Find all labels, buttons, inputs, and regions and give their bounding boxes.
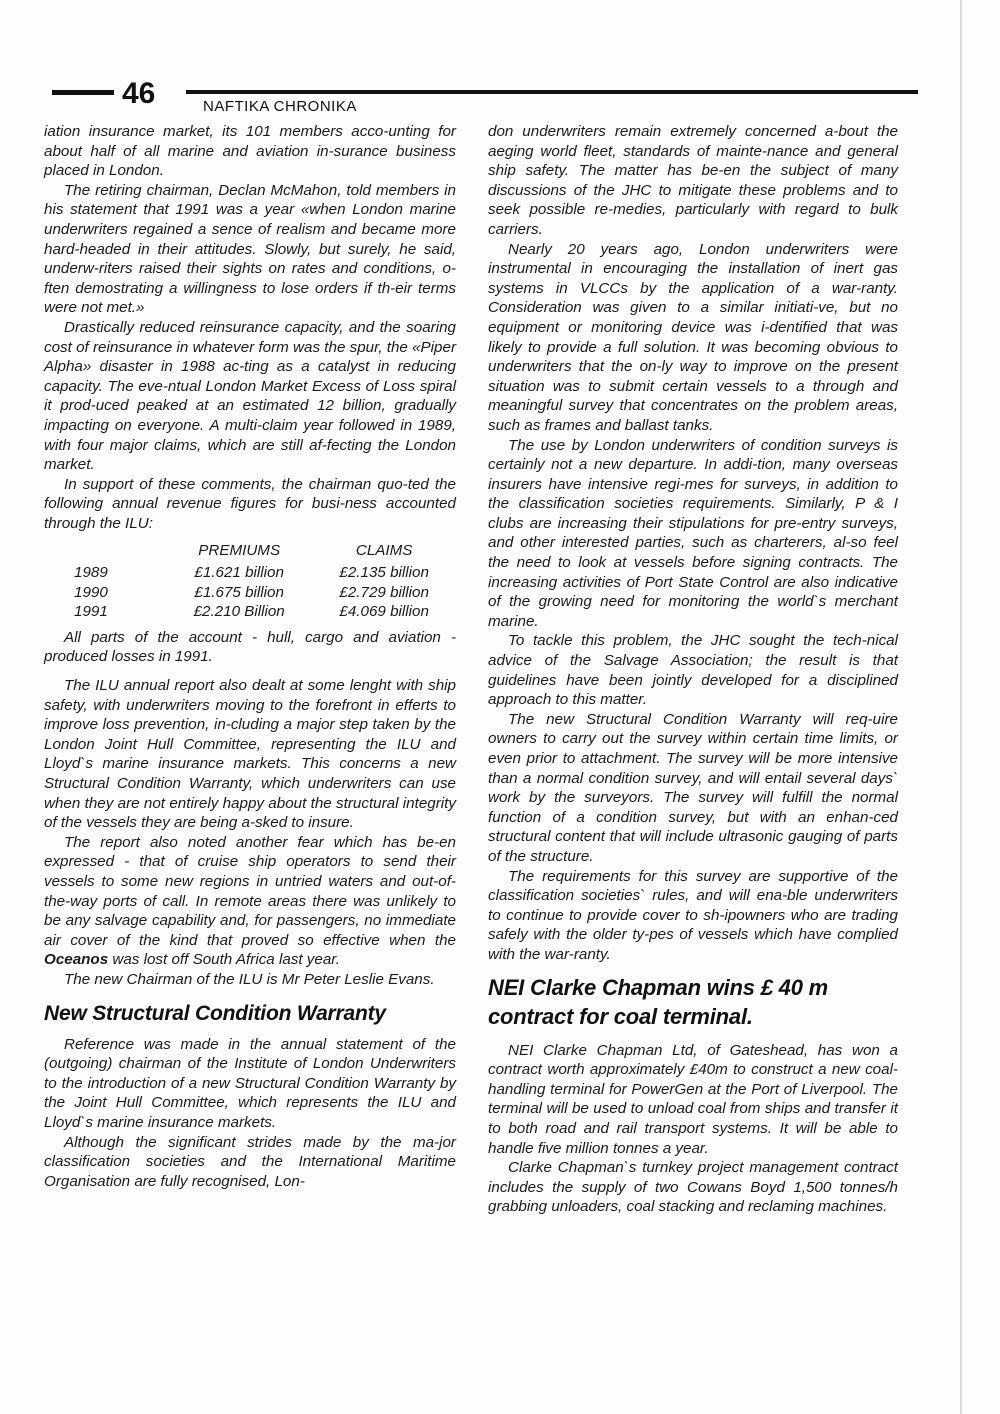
header-rule-right <box>186 90 918 94</box>
article-paragraph: iation insurance market, its 101 members acco-unting for about half of all marine and aviation in-surance business placed in London. <box>44 123 456 180</box>
table-cell-claims: £2.135 billion <box>339 564 429 582</box>
article-paragraph: The ILU annual report also dealt at some lenght with ship safety, with underwriters moving to the forefront in efferts to improve loss prevention, in-cluding a major step taken by the London Joint Hull Committee, representing the ILU and Lloyd`s marine insurance markets. This concerns a new Structural Condition Warranty, which underwriters can use when they are not entirely happy about the structural integrity of the vessels they are being a-sked to insure. <box>44 677 456 832</box>
table-row <box>44 563 456 583</box>
article-paragraph: In support of these comments, the chairman quo-ted the following annual revenue figures for busi-ness accounted through the ILU: <box>44 475 456 532</box>
publication-name: NAFTIKA CHRONIKA <box>203 98 357 115</box>
article-paragraph: don underwriters remain extremely concerned a-bout the aeging world fleet, standards of mainte-nance and general ship safety. The matter has be-en the subject of many discussions of the JHC to mitigate these problems and to seek possible re-medies, particularly with regard to bulk carriers. <box>488 123 898 238</box>
table-header-year <box>44 541 166 563</box>
article-paragraph: To tackle this problem, the JHC sought the tech-nical advice of the Salvage Association; the result is that guidelines have been jointly developed for a disciplined approach to this matter. <box>488 632 898 709</box>
article-paragraph: The requirements for this survey are supportive of the classification societies` rules, and will ena-ble underwriters to continue to provide cover to sh-ipowners who are trading safely with the older ty-pes of vessels which have complied with the war-ranty. <box>488 867 898 963</box>
article-headline: NEI Clarke Chapman wins £ 40 m contract for coal terminal. <box>488 974 829 1029</box>
section-heading: New Structural Condition Warranty <box>44 1001 386 1025</box>
table-cell-premiums: £2.210 Billion <box>193 603 285 621</box>
article-paragraph: The new Chairman of the ILU is Mr Peter Leslie Evans. <box>64 970 435 988</box>
table-cell-premiums: £1.621 billion <box>194 564 284 582</box>
article-paragraph: Drastically reduced reinsurance capacity, and the soaring cost of reinsurance in whatever form was the spur, the «Piper Alpha» disaster in 1988 ac-ting as a catalyst in reducing capacity. The eve-ntual London Market Excess of Loss spiral it prod-uced peaked at an estimated 12 billion, gradually impacting on everyone. A multi-claim year followed in 1989, with four major claims, which are still af-fecting the London market. <box>44 318 456 474</box>
article-paragraph: Clarke Chapman`s turnkey project management contract includes the supply of two Cowans Boyd 1,500 tonnes/h grabbing unloaders, coal stacking and reclaming machines. <box>488 1159 898 1216</box>
paragraph-text: was lost off South Africa last year. <box>108 951 341 969</box>
table-header-claims: CLAIMS <box>355 542 413 560</box>
table-header-premiums: PREMIUMS <box>198 542 281 560</box>
article-paragraph <box>44 833 456 970</box>
table-row <box>44 602 456 622</box>
left-column <box>44 122 456 1191</box>
article-paragraph: The new Structural Condition Warranty will req-uire owners to carry out the survey within certain time limits, or even prior to attachment. The survey will be more intensive than a normal condition survey, and will entail several days` work by the surveyors. The survey will fulfill the normal function of a condition survey, but with an enhan-ced structural content that will include ultrasonic gauging of parts of the structure. <box>488 710 898 865</box>
article-paragraph: Nearly 20 years ago, London underwriters were instrumental in encouraging the installation of inert gas systems in VLCCs by the application of a war-ranty. Consideration was given to a similar initiati-ve, but no equipment or monitoring device was i-dentified that was likely to provide a full solution. It was becoming obvious to underwriters that the on-ly way to improve on the present situation was to submit certain vessels to a through and meaningful survey that concentrates on the problem areas, such as frames and ballast tanks. <box>488 240 898 434</box>
article-paragraph: NEI Clarke Chapman Ltd, of Gateshead, has won a contract worth approximately £40m to construct a new coal-handling terminal for PowerGen at the Port of Liverpool. The terminal will be used to unload coal from ships and transfer it to both road and rail transport systems. It will be able to handle five million tonnes a year. <box>488 1041 898 1157</box>
page-edge-shadow <box>960 0 962 1414</box>
ship-name: Oceanos <box>44 951 109 969</box>
article-paragraph: The use by London underwriters of condition surveys is certainly not a new departure. In addi-tion, many overseas insurers have intensive regi-mes for surveys, in addition to the classification societies requirements. Similarly, P & I clubs are increasing their stipulations for pre-entry surveys, and other interested parties, such as charterers, al-so feel the need to look at vessels before signing contracts. The increasing activities of Port State Control are also indicative of the growing need for monitoring the world`s merchant marine. <box>488 436 898 630</box>
table-cell-year: 1990 <box>74 583 108 601</box>
right-column <box>488 122 898 1217</box>
paragraph-text: The report also noted another fear which has be-en expressed - that of cruise ship operators to send their vessels to some new regions in untried waters and out-of-the-way ports of call. In remote areas there was unlikely to be any salvage capability and, for passengers, no immediate air cover of the kind that proved so effective when the <box>44 833 456 949</box>
article-paragraph: Reference was made in the annual statement of the (outgoing) chairman of the Institute of London Underwriters to the introduction of a new Structural Condition Warranty by the Joint Hull Committee, which represents the ILU and Lloyd`s marine insurance markets. <box>44 1035 456 1131</box>
revenue-table <box>44 541 456 621</box>
article-paragraph: The retiring chairman, Declan McMahon, told members in his statement that 1991 was a year «when London marine underwriters regained a sence of realism and became more hard-headed in their attitudes. Slowly, but surely, he said, underw-riters raised their sights on rates and conditions, o-ften demostrating a willingness to lose orders if th-eir terms were not met.» <box>44 181 456 317</box>
page-header <box>52 76 918 116</box>
table-cell-year: 1991 <box>74 603 108 621</box>
table-row <box>44 583 456 603</box>
table-cell-premiums: £1.675 billion <box>194 583 284 601</box>
header-rule-left <box>52 90 114 95</box>
table-header-row <box>44 541 456 563</box>
table-cell-claims: £2.729 billion <box>339 583 429 601</box>
article-paragraph: All parts of the account - hull, cargo and aviation - produced losses in 1991. <box>44 628 456 666</box>
table-cell-year: 1989 <box>74 564 108 582</box>
table-cell-claims: £4.069 billion <box>339 603 429 621</box>
page-number: 46 <box>122 77 156 110</box>
article-paragraph: Although the significant strides made by the ma-jor classification societies and the International Maritime Organisation are fully recognised, Lon- <box>44 1133 456 1190</box>
